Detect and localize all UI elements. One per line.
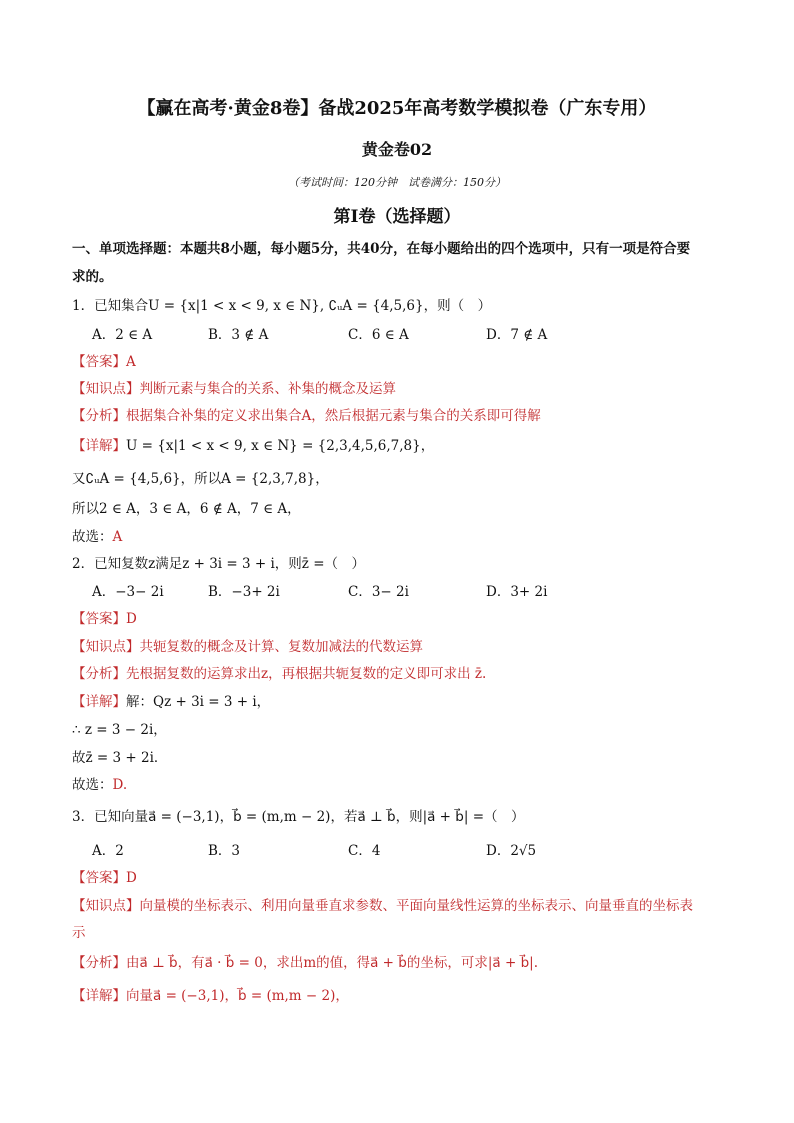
analysis-label: 【分析】: [72, 408, 126, 424]
instructions-line-2: 求的。: [72, 269, 113, 285]
paper-subtitle: 黄金卷02: [361, 140, 433, 159]
q3-answer: [72, 872, 137, 886]
knowledge-label: 【知识点】: [72, 639, 140, 655]
q2-option-a: A．−3− 2i: [92, 584, 164, 600]
q1-detail-3: 所以2 ∈ A，3 ∈ A，6 ∉ A，7 ∈ A，: [72, 501, 301, 517]
q2-answer: [72, 613, 137, 627]
q3-knowledge-1: [72, 900, 693, 914]
answer-label: 【答案】: [72, 870, 126, 886]
q1-option-d: D．7 ∉ A: [486, 327, 548, 343]
q3-detail-text: 向量a⃗ = (−3,1)，b⃗ = (m,m − 2)，: [126, 988, 349, 1004]
q3-option-c: C．4: [348, 843, 381, 859]
detail-label: 【详解】: [72, 988, 126, 1004]
q1-stem: 1．已知集合U = {x|1 < x < 9, x ∈ N}, ∁ᵤA = {4,5,6}，则（ ）: [72, 298, 492, 314]
exam-note: （考试时间：120分钟 试卷满分：150分）: [288, 176, 506, 189]
q2-analysis-text: 先根据复数的运算求出z，再根据共轭复数的定义即可求出 z̄.: [126, 666, 487, 682]
detail-label: 【详解】: [72, 438, 126, 454]
q1-option-c: C．6 ∈ A: [348, 327, 409, 343]
q3-answer-value: D: [126, 870, 137, 886]
conclusion-label: 故选：: [72, 529, 113, 545]
q3-option-b: B．3: [208, 843, 241, 859]
q1-analysis-text: 根据集合补集的定义求出集合A，然后根据元素与集合的关系即可得解: [126, 408, 541, 424]
answer-label: 【答案】: [72, 354, 126, 370]
q1-knowledge: [72, 383, 396, 397]
q2-knowledge-text: 共轭复数的概念及计算、复数加减法的代数运算: [139, 639, 423, 655]
q2-option-d: D．3+ 2i: [486, 584, 548, 600]
answer-label: 【答案】: [72, 611, 126, 627]
detail-label: 【详解】: [72, 694, 126, 710]
q3-knowledge-text-1: 向量模的坐标表示、利用向量垂直求参数、平面向量线性运算的坐标表示、向量垂直的坐标表: [139, 898, 693, 914]
knowledge-label: 【知识点】: [72, 898, 140, 914]
q2-answer-value: D: [126, 611, 137, 627]
q2-conclusion: [72, 779, 127, 793]
q1-conclusion: [72, 531, 122, 545]
q1-option-a: A．2 ∈ A: [92, 327, 153, 343]
conclusion-label: 故选：: [72, 777, 113, 793]
analysis-label: 【分析】: [72, 666, 126, 682]
q2-stem: 2．已知复数z满足z + 3i = 3 + i，则z̄ =（ ）: [72, 556, 366, 572]
section-heading: 第I卷（选择题）: [333, 207, 461, 227]
knowledge-label: 【知识点】: [72, 381, 140, 397]
q2-analysis: [72, 668, 486, 682]
q1-detail-text-1: U = {x|1 < x < 9, x ∈ N} = {2,3,4,5,6,7,8}，: [126, 438, 435, 454]
q1-detail-1: [72, 440, 434, 454]
q1-option-b: B．3 ∉ A: [208, 327, 269, 343]
q1-conclusion-value: A: [112, 529, 123, 545]
q2-option-b: B．−3+ 2i: [208, 584, 280, 600]
page-title: 【赢在高考·黄金8卷】备战2025年高考数学模拟卷（广东专用）: [137, 98, 657, 119]
q2-detail-text-1: 解：Qz + 3i = 3 + i，: [126, 694, 271, 710]
q2-knowledge: [72, 641, 423, 655]
q3-analysis: [72, 957, 538, 971]
q3-option-d: D．2√5: [486, 843, 537, 859]
q2-detail-2: ∴ z = 3 − 2i，: [72, 722, 167, 738]
q1-detail-2: 又∁ᵤA = {4,5,6}，所以A = {2,3,7,8}，: [72, 471, 329, 487]
q3-detail: [72, 990, 349, 1004]
q2-detail-3: 故z̄ = 3 + 2i．: [72, 750, 168, 766]
q3-option-a: A．2: [92, 843, 124, 859]
q2-conclusion-value: D.: [112, 777, 128, 793]
q3-analysis-text: 由a⃗ ⊥ b⃗，有a⃗ · b⃗ = 0，求出m的值，得a⃗ + b⃗的坐标，可求|a⃗ + b⃗|.: [126, 955, 538, 971]
instructions-line-1: 一、单项选择题：本题共8小题，每小题5分，共40分，在每小题给出的四个选项中，只有一项是符合要: [72, 241, 691, 257]
q3-stem: 3．已知向量a⃗ = (−3,1)，b⃗ = (m,m − 2)，若a⃗ ⊥ b⃗，则|a⃗ + b⃗| =（ ）: [72, 809, 525, 825]
q1-knowledge-text: 判断元素与集合的关系、补集的概念及运算: [139, 381, 396, 397]
q1-analysis: [72, 410, 541, 424]
analysis-label: 【分析】: [72, 955, 126, 971]
q1-answer: [72, 356, 136, 370]
q2-option-c: C．3− 2i: [348, 584, 409, 600]
q1-answer-value: A: [126, 354, 136, 370]
q3-knowledge-2: 示: [72, 925, 86, 941]
q2-detail-1: [72, 696, 270, 710]
